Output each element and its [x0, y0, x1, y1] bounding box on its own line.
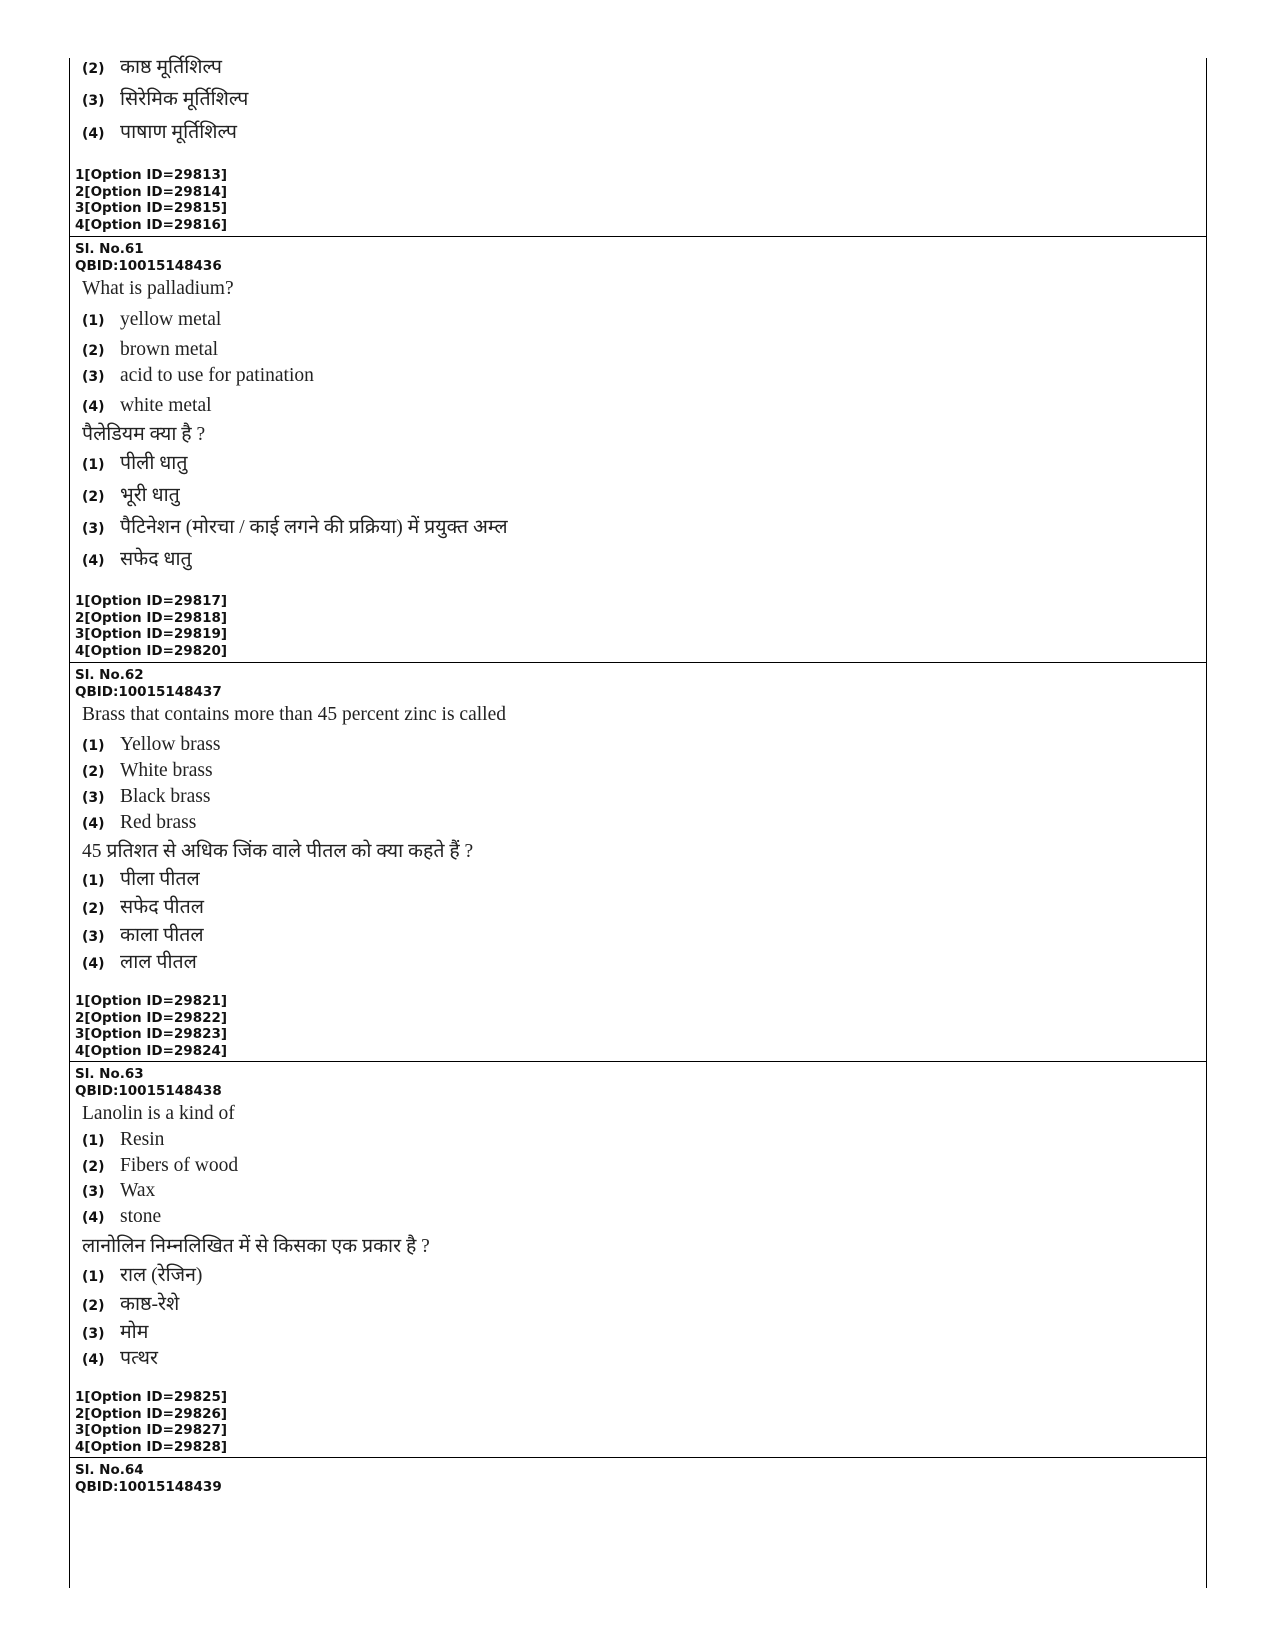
option-id: 2[Option ID=29822]: [75, 1009, 228, 1026]
option-4: [82, 811, 196, 836]
option-text: Fibers of wood: [120, 1155, 239, 1176]
option-text: काष्ठ-रेशे: [120, 1294, 180, 1315]
option-number: (3): [82, 1326, 105, 1342]
option-text: Yellow brass: [120, 734, 221, 755]
option-number: (2): [82, 764, 105, 780]
option-id: 3[Option ID=29823]: [75, 1026, 228, 1042]
previous-question-fragment: [70, 58, 1206, 236]
option-number: (2): [82, 1298, 105, 1314]
option-id: 1[Option ID=29813]: [75, 167, 228, 183]
qbid: QBID:10015148437: [75, 684, 222, 700]
question-text-english: Brass that contains more than 45 percent zinc is called: [82, 704, 506, 725]
option-number: (2): [82, 61, 105, 77]
option-text: yellow metal: [120, 309, 222, 330]
option-number: (4): [82, 956, 105, 972]
option-4: [82, 394, 212, 419]
question-text-hindi: पैलेडियम क्या है ?: [82, 424, 206, 445]
option-text: white metal: [120, 395, 212, 416]
option-3: [82, 785, 210, 810]
option-id: 3[Option ID=29815]: [75, 200, 228, 216]
option-text: White brass: [120, 760, 213, 781]
option-2: [82, 56, 222, 81]
serial-number: Sl. No.61: [75, 241, 144, 257]
option-id: 3[Option ID=29827]: [75, 1422, 228, 1438]
option-text: Black brass: [120, 786, 211, 807]
option-4: [82, 951, 197, 976]
option-number: (2): [82, 489, 105, 505]
option-number: (4): [82, 816, 105, 832]
qbid: QBID:10015148438: [75, 1083, 222, 1099]
option-id: 3[Option ID=29819]: [75, 626, 228, 642]
option-id: 1[Option ID=29821]: [75, 993, 228, 1009]
option-text: acid to use for patination: [120, 365, 314, 386]
option-number: (1): [82, 313, 105, 329]
option-number: (3): [82, 929, 105, 945]
option-text: पैटिनेशन (मोरचा / काई लगने की प्रक्रिया) में प्रयुक्त अम्ल: [120, 517, 508, 538]
option-3: [82, 924, 204, 949]
option-number: (4): [82, 553, 105, 569]
question-text-english: Lanolin is a kind of: [82, 1103, 235, 1124]
option-id: 2[Option ID=29818]: [75, 609, 228, 626]
option-id: 4[Option ID=29816]: [75, 216, 228, 233]
option-text: Red brass: [120, 812, 197, 833]
option-number: (3): [82, 369, 105, 385]
option-id: 1[Option ID=29817]: [75, 593, 228, 609]
question-62: [70, 663, 1206, 1061]
option-2: [82, 338, 218, 363]
option-id: 2[Option ID=29814]: [75, 183, 228, 200]
option-3: [82, 364, 314, 389]
option-2: [82, 484, 180, 509]
option-text: सफेद धातु: [120, 549, 192, 570]
question-paper-page: [69, 58, 1207, 1588]
option-id: 4[Option ID=29824]: [75, 1042, 228, 1059]
option-3: [82, 1321, 148, 1346]
option-text: लाल पीतल: [120, 952, 197, 973]
option-text: Resin: [120, 1129, 165, 1150]
option-number: (2): [82, 901, 105, 917]
option-4: [82, 121, 237, 146]
option-number: (3): [82, 521, 105, 537]
option-number: (3): [82, 93, 105, 109]
option-1: [82, 868, 200, 893]
option-1: [82, 1128, 164, 1153]
option-text: पीली धातु: [120, 453, 188, 474]
option-text: राल (रेजिन): [120, 1265, 203, 1286]
option-4: [82, 1347, 158, 1372]
option-id: 2[Option ID=29826]: [75, 1405, 228, 1422]
option-4: [82, 548, 192, 573]
option-1: [82, 452, 187, 477]
option-2: [82, 896, 204, 921]
option-2: [82, 1154, 238, 1179]
question-64: [70, 1458, 1206, 1588]
option-text: सफेद पीतल: [120, 897, 204, 918]
option-3: [82, 88, 248, 113]
option-3: [82, 1179, 155, 1204]
qbid: QBID:10015148436: [75, 258, 222, 274]
option-text: पत्थर: [120, 1348, 158, 1369]
option-number: (3): [82, 790, 105, 806]
question-text-english: What is palladium?: [82, 278, 234, 299]
question-61: [70, 237, 1206, 662]
option-text: पाषाण मूर्तिशिल्प: [120, 122, 238, 143]
question-63: [70, 1062, 1206, 1457]
option-id-list: [75, 593, 227, 659]
option-number: (2): [82, 343, 105, 359]
option-number: (2): [82, 1159, 105, 1175]
option-text: पीला पीतल: [120, 869, 200, 890]
option-text: काष्ठ मूर्तिशिल्प: [120, 57, 222, 78]
option-id: 4[Option ID=29820]: [75, 642, 228, 659]
option-id: 4[Option ID=29828]: [75, 1438, 228, 1455]
option-2: [82, 1293, 179, 1318]
serial-number: Sl. No.63: [75, 1066, 144, 1082]
option-number: (4): [82, 126, 105, 142]
option-text: Wax: [120, 1180, 156, 1201]
option-text: काला पीतल: [120, 925, 204, 946]
option-number: (1): [82, 738, 105, 754]
option-id-list: [75, 993, 227, 1059]
option-1: [82, 733, 220, 758]
option-number: (1): [82, 1133, 105, 1149]
serial-number: Sl. No.64: [75, 1462, 144, 1478]
option-2: [82, 759, 213, 784]
option-number: (4): [82, 1352, 105, 1368]
option-id: 1[Option ID=29825]: [75, 1389, 228, 1405]
option-1: [82, 308, 221, 333]
qbid: QBID:10015148439: [75, 1479, 222, 1495]
option-number: (4): [82, 1210, 105, 1226]
option-text: stone: [120, 1206, 162, 1227]
option-text: भूरी धातु: [120, 485, 180, 506]
option-number: (1): [82, 1269, 105, 1285]
option-number: (4): [82, 399, 105, 415]
option-3: [82, 516, 508, 541]
option-number: (3): [82, 1184, 105, 1200]
serial-number: Sl. No.62: [75, 667, 144, 683]
option-text: brown metal: [120, 339, 219, 360]
question-text-hindi: लानोलिन निम्नलिखित में से किसका एक प्रकार है ?: [82, 1236, 430, 1257]
option-number: (1): [82, 457, 105, 473]
question-text-hindi: 45 प्रतिशत से अधिक जिंक वाले पीतल को क्या कहते हैं ?: [82, 841, 474, 862]
option-1: [82, 1264, 202, 1289]
option-4: [82, 1205, 161, 1230]
option-text: सिरेमिक मूर्तिशिल्प: [120, 89, 249, 110]
option-number: (1): [82, 873, 105, 889]
option-id-list: [75, 167, 227, 233]
option-text: मोम: [120, 1322, 149, 1343]
option-id-list: [75, 1389, 227, 1455]
